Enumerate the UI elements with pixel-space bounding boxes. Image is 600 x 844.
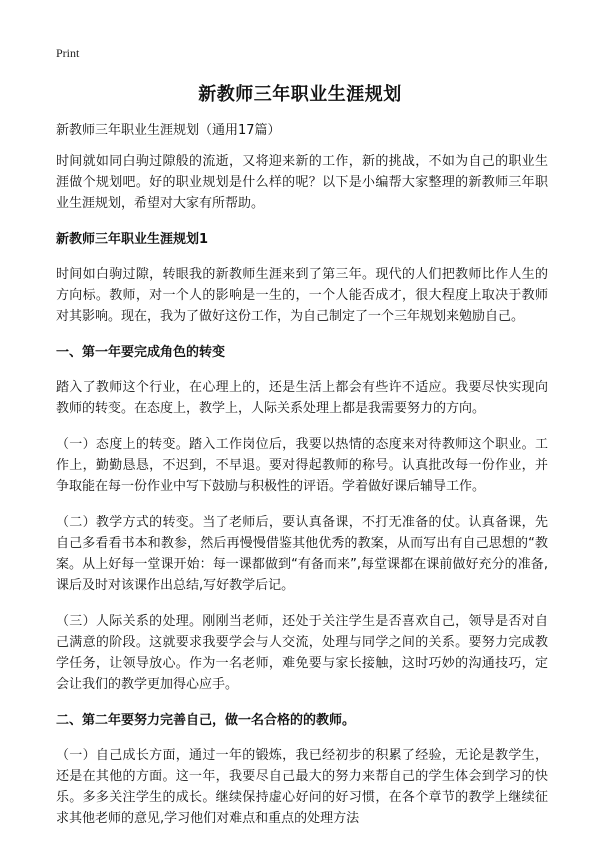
paragraph-4: （二）教学方式的转变。当了老师后，要认真备课，不打无准备的仗。认真备课，先自己多看看书本和教参，然后再慢慢借鉴其他优秀的教案，从而写出有自己思想的“教案。从上好每一堂课开始：每一课都做到“有备而来”,每堂课都在课前做好充分的准备,课后及时对该课作出总结,写好教学后记。 <box>56 515 548 593</box>
paragraph-6: （一）自己成长方面，通过一年的锻炼，我已经初步的积累了经验，无论是教学生，还是在其他的方面。这一年，我要尽自己最大的努力来帮自己的学生体会到学习的快乐。多多关注学生的成长。继续保持虚心好问的好习惯，在各个章节的教学上继续征求其他老师的意见,学习他们对难点和重点的处理方法 <box>56 748 548 826</box>
paragraph-5: （三）人际关系的处理。刚刚当老师，还处于关注学生是否喜欢自己，领导是否对自己满意的阶段。这就要求我要学会与人交流，处理与同学之间的关系。要努力完成教学任务，让领导放心。作为一名老师，难免要与家长接触，这时巧妙的沟通技巧，定会让我们的教学更加得心应手。 <box>56 614 548 692</box>
paragraph-2: 踏入了教师这个行业，在心理上的，还是生活上都会有些许不适应。我要尽快实现向教师的转变。在态度上，教学上，人际关系处理上都是我需要努力的方向。 <box>56 380 548 416</box>
paragraph-1: 时间如白驹过隙，转眼我的新教师生涯来到了第三年。现代的人们把教师比作人生的方向标。教师，对一个人的影响是一生的，一个人能否成才，很大程度上取决于教师对其影响。现在，我为了做好这份工作，为自己制定了一个三年规划来勉励自己。 <box>56 267 548 324</box>
section-title: 新教师三年职业生涯规划1 <box>56 232 209 247</box>
heading-year-two: 二、第二年要努力完善自己，做一名合格的的教师。 <box>56 713 356 728</box>
print-link[interactable]: Print <box>56 46 80 60</box>
document-subtitle: 新教师三年职业生涯规划（通用17篇） <box>56 123 281 138</box>
paragraph-3: （一）态度上的转变。踏入工作岗位后，我要以热情的态度来对待教师这个职业。工作上，勤勤恳恳，不迟到，不早退。要对得起教师的称号。认真批改每一份作业，并争取能在每一份作业中写下鼓励与积极性的评语。学着做好课后辅导工作。 <box>56 437 548 494</box>
page-title: 新教师三年职业生涯规划 <box>198 84 402 105</box>
document-body <box>56 120 548 844</box>
intro-paragraph: 时间就如同白驹过隙般的流逝，又将迎来新的工作，新的挑战，不如为自己的职业生涯做个规划吧。好的职业规划是什么样的呢？以下是小编帮大家整理的新教师三年职业生涯规划，希望对大家有所帮助。 <box>56 154 548 211</box>
heading-year-one: 一、第一年要完成角色的转变 <box>56 345 226 360</box>
